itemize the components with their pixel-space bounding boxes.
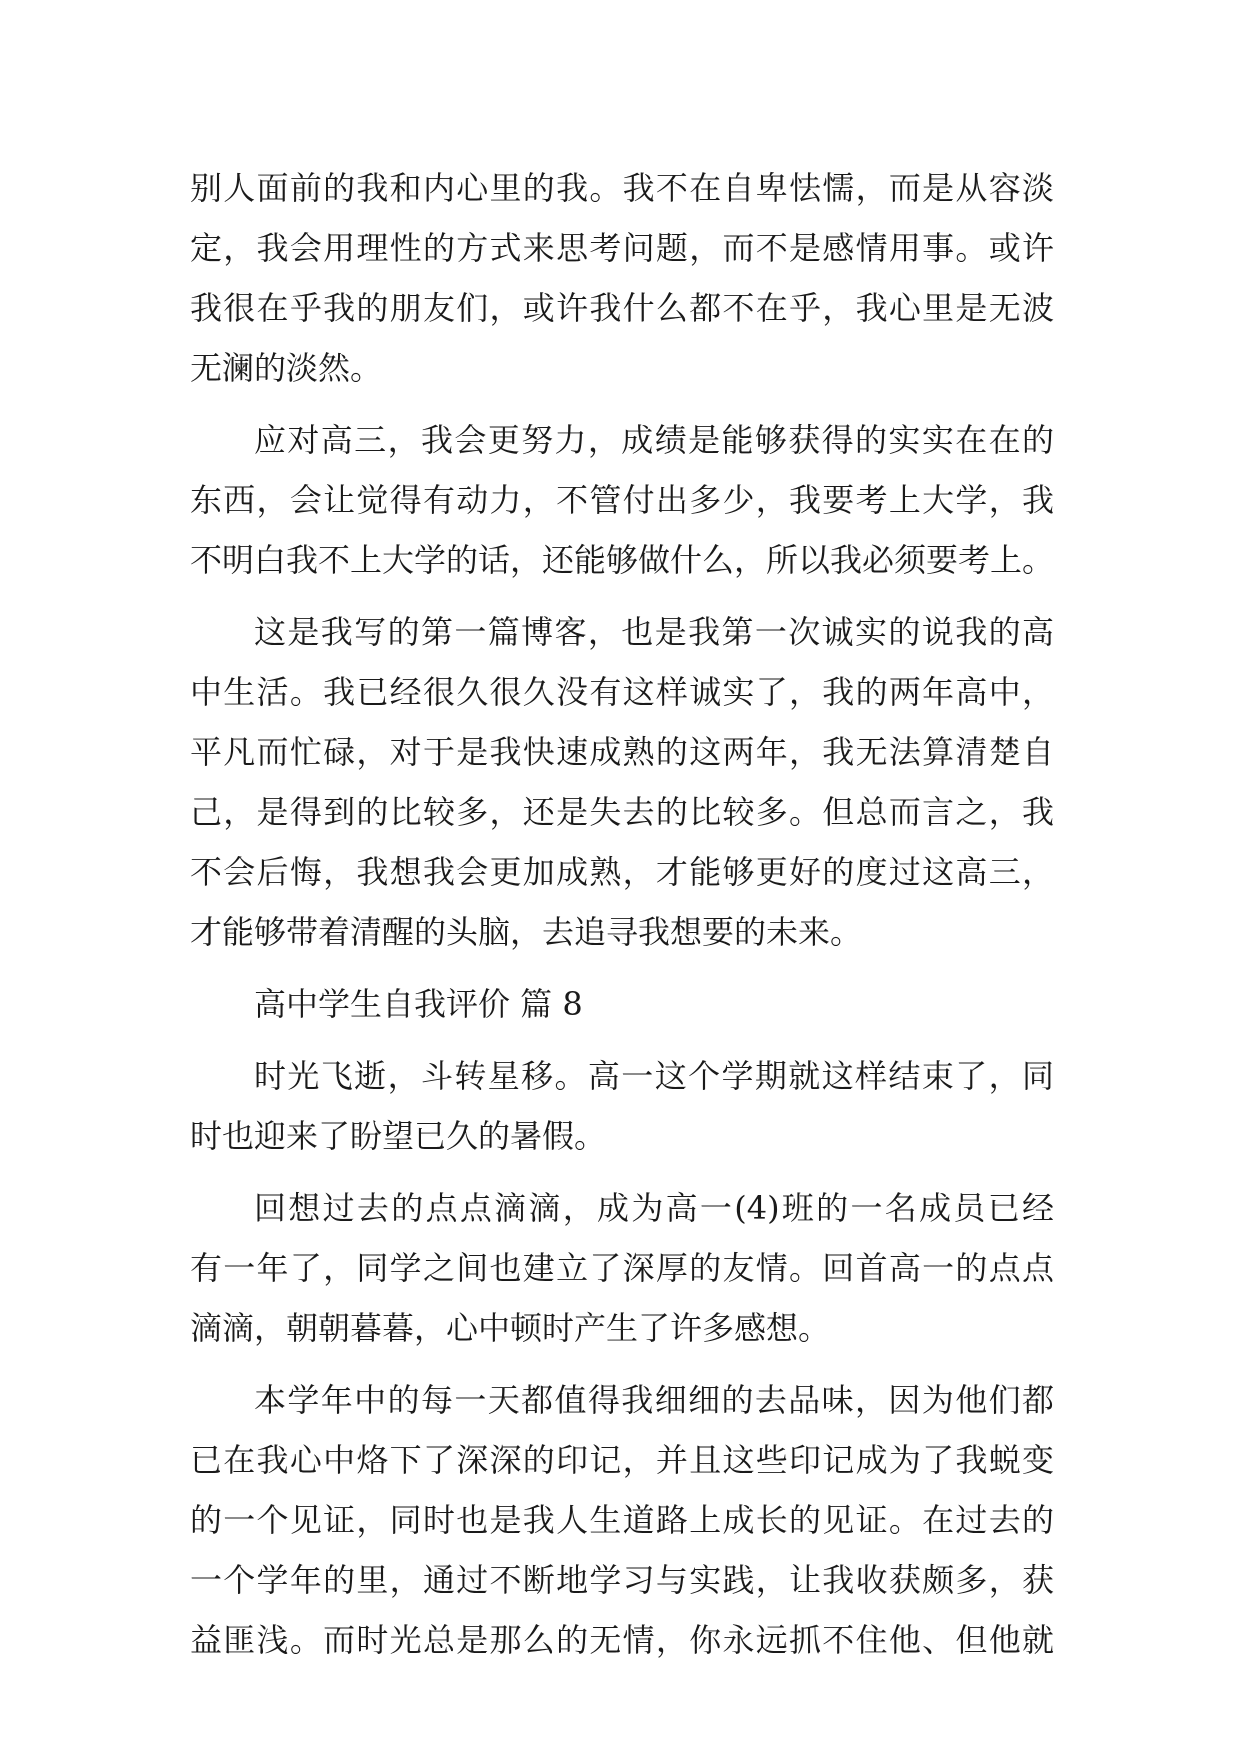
paragraph: [190, 410, 1054, 590]
paragraph: [190, 602, 1054, 962]
text-line: 才能够带着清醒的头脑，去追寻我想要的未来。: [190, 913, 863, 951]
text-line: 应对高三，我会更努力，成绩是能够获得的实实在在的: [254, 421, 1054, 459]
text-line: 定，我会用理性的方式来思考问题，而不是感情用事。或许: [190, 229, 1054, 267]
text-line: 东西，会让觉得有动力，不管付出多少，我要考上大学，我: [190, 481, 1054, 519]
text-line: 一个学年的里，通过不断地学习与实践，让我收获颇多，获: [190, 1561, 1054, 1599]
text-line: 这是我写的第一篇博客，也是我第一次诚实的说我的高: [254, 613, 1054, 651]
paragraph: [190, 1046, 1054, 1166]
text-line: 回想过去的点点滴滴，成为高一(4)班的一名成员已经: [254, 1189, 1054, 1227]
text-line: 无澜的淡然。: [190, 349, 383, 387]
text-line: 时也迎来了盼望已久的暑假。: [190, 1117, 607, 1155]
paragraph: [190, 158, 1054, 398]
section-heading: [190, 974, 1054, 1034]
text-line: 不会后悔，我想我会更加成熟，才能够更好的度过这高三，: [190, 853, 1054, 891]
body-text: [190, 158, 1054, 1670]
text-line: 有一年了，同学之间也建立了深厚的友情。回首高一的点点: [190, 1249, 1054, 1287]
text-line: 己，是得到的比较多，还是失去的比较多。但总而言之，我: [190, 793, 1054, 831]
text-line: 时光飞逝，斗转星移。高一这个学期就这样结束了，同: [254, 1057, 1054, 1095]
text-line: 益匪浅。而时光总是那么的无情，你永远抓不住他、但他就: [190, 1621, 1054, 1659]
heading-text: 高中学生自我评价 篇 8: [254, 985, 583, 1023]
paragraph: [190, 1178, 1054, 1358]
text-line: 已在我心中烙下了深深的印记，并且这些印记成为了我蜕变: [190, 1441, 1054, 1479]
text-line: 别人面前的我和内心里的我。我不在自卑怯懦，而是从容淡: [190, 169, 1054, 207]
paragraph: [190, 1370, 1054, 1670]
text-line: 不明白我不上大学的话，还能够做什么，所以我必须要考上。: [190, 541, 1055, 579]
text-line: 平凡而忙碌，对于是我快速成熟的这两年，我无法算清楚自: [190, 733, 1054, 771]
text-line: 中生活。我已经很久很久没有这样诚实了，我的两年高中，: [190, 673, 1054, 711]
text-line: 本学年中的每一天都值得我细细的去品味，因为他们都: [254, 1381, 1054, 1419]
text-line: 的一个见证，同时也是我人生道路上成长的见证。在过去的: [190, 1501, 1054, 1539]
text-line: 我很在乎我的朋友们，或许我什么都不在乎，我心里是无波: [190, 289, 1054, 327]
text-line: 滴滴，朝朝暮暮，心中顿时产生了许多感想。: [190, 1309, 831, 1347]
